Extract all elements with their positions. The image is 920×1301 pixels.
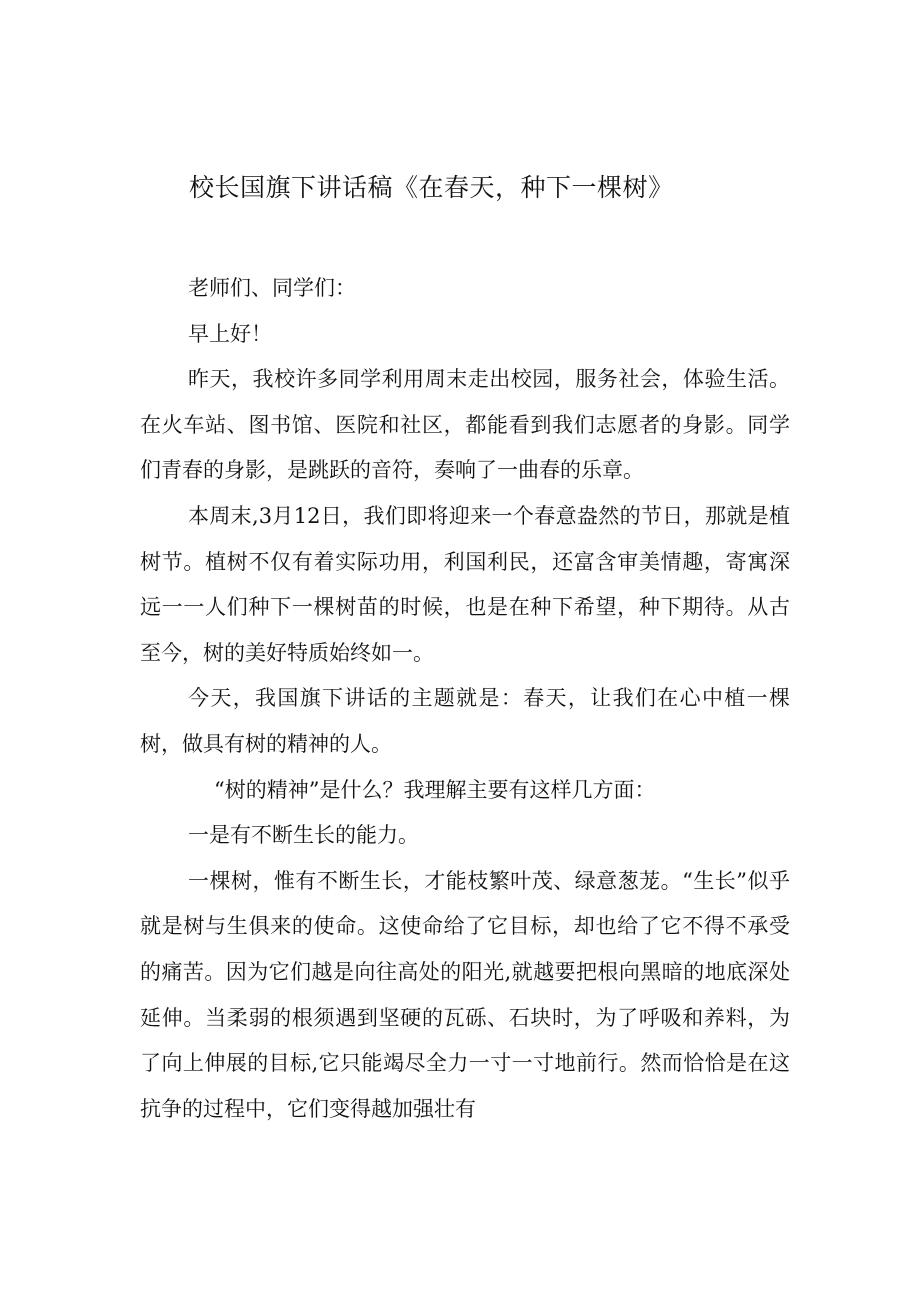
paragraph-tree-spirit-question: “树的精神”是什么？我理解主要有这样几方面： (214, 777, 656, 802)
paragraph-volunteers: 昨天，我校许多同学利用周末走出校园，服务社会，体验生活。在火车站、图书馆、医院和社区，都能看到我们志愿者的身影。同学们青春的身影，是跳跃的音符，奏响了一曲春的乐章。 (140, 367, 790, 483)
paragraph-salutation: 老师们、同学们： (188, 276, 356, 300)
paragraph-theme: 今天，我国旗下讲话的主题就是：春天，让我们在心中植一棵树，做具有树的精神的人。 (140, 686, 790, 756)
document-title: 校长国旗下讲话稿《在春天，种下一棵树》 (189, 173, 674, 202)
paragraph-point-one: 一是有不断生长的能力。 (188, 823, 419, 848)
paragraph-arbor-day: 本周末,3月12日，我们即将迎来一个春意盎然的节日，那就是植树节。植树不仅有着实际功用，利国利民，还富含审美情趣，寄寓深远一一人们种下一棵树苗的时候，也是在种下希望，种下期待。从古至今，树的美好特质始终如一。 (140, 503, 790, 665)
paragraph-growth: 一棵树，惟有不断生长，才能枝繁叶茂、绿意葱茏。“生长”似乎就是树与生俱来的使命。这使命给了它目标，却也给了它不得不承受的痛苦。因为它们越是向往高处的阳光,就越要把根向黑暗的地底深处延伸。当柔弱的根须遇到坚硬的瓦砾、石块时，为了呼吸和养料，为了向上伸展的目标,它只能竭尽全力一寸一寸地前行。然而恰恰是在这抗争的过程中，它们变得越加强壮有 (140, 868, 790, 1121)
document-body (140, 266, 790, 1132)
paragraph-greeting: 早上好！ (188, 321, 272, 346)
